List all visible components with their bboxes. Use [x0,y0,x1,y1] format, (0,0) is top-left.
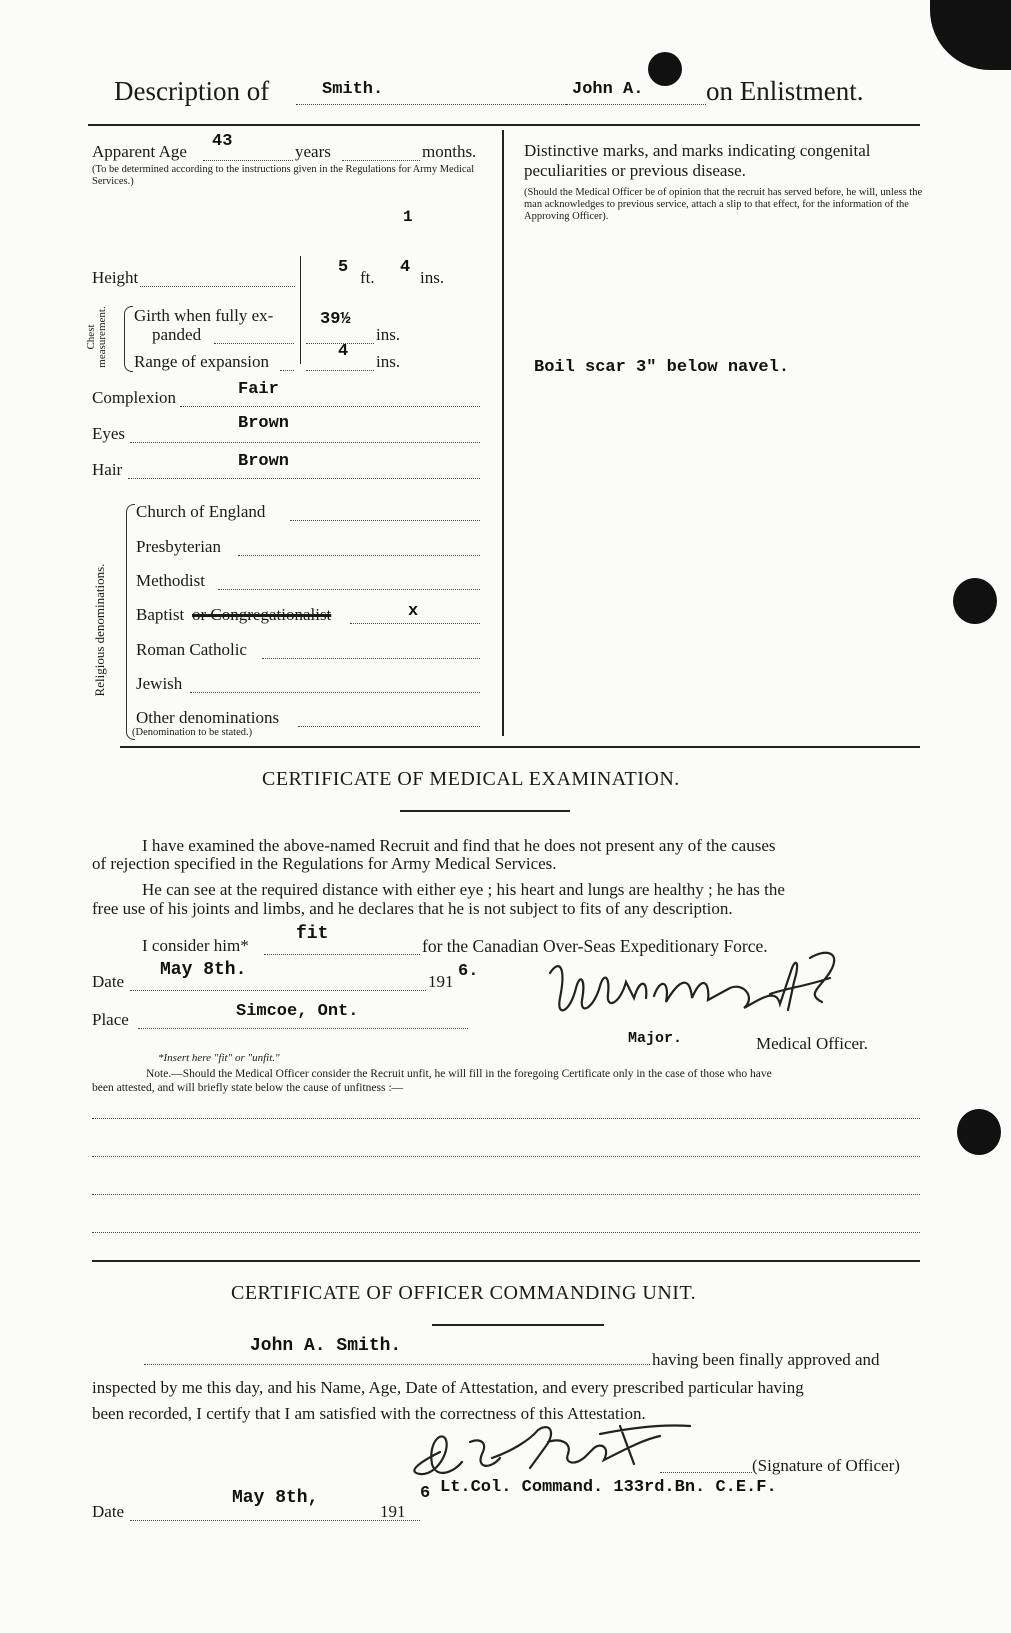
months-label: months. [422,142,477,161]
height-ft-value: 5 [338,258,349,277]
marks-value: Boil scar 3" below navel. [534,358,790,377]
punch-hole-lower [957,1109,1001,1155]
religion-congregationalist-struck: or Congregationalist [192,605,332,624]
unfit-note-line2: been attested, and will briefly state below the cause of unfitness :— [92,1082,404,1094]
header-prefix: Description of [114,76,270,106]
header-suffix: on Enlistment. [706,76,864,106]
medical-section-rule [92,1260,920,1262]
religion-other-note: (Denomination to be stated.) [132,727,253,738]
girth-label-2: panded [152,325,202,344]
marks-heading: Distinctive marks, and marks indicating congenital peculiarities or previous disease. [524,141,871,180]
religion-presbyterian: Presbyterian [136,537,221,556]
medical-year-value: 6. [458,962,479,981]
girth-unit: ins. [376,325,401,344]
religious-denominations-label: Religious denominations. [92,563,107,697]
header-surname-line [296,104,566,105]
medical-para2-line1: He can see at the required distance with either eye ; his heart and lungs are healthy ; he has the [142,880,785,899]
height-in-value: 4 [400,258,411,277]
signature-of-officer-label: (Signature of Officer) [752,1456,900,1475]
force-label: for the Canadian Over-Seas Expeditionary Force. [422,936,768,956]
medical-date-label: Date [92,972,125,991]
ins-label: ins. [420,268,445,287]
hair-value: Brown [238,452,290,471]
ft-label: ft. [360,268,375,287]
age-value: 43 [212,132,233,151]
medical-para1-line1: I have examined the above-named Recruit and find that he does not present any of the causes [142,836,776,855]
marks-note: (Should the Medical Officer be of opinion that the recruit has served before, he will, unless the man acknowledges to previous service, attach a slip to that effect, for the information of the Approving Officer). [524,187,923,222]
punch-hole-middle [953,578,997,624]
medical-officer-signature [530,938,870,1038]
years-label: years [295,142,331,161]
range-label: Range of expansion [134,352,270,371]
religion-baptist-mark: x [408,602,419,621]
column-divider [502,130,504,736]
medical-date-value: May 8th. [160,960,247,980]
eyes-label: Eyes [92,424,126,443]
unfit-line-1 [92,1118,920,1119]
header-given-line [566,104,706,105]
religion-baptist: Baptist [136,605,185,624]
unfit-line-2 [92,1156,920,1157]
unfit-note-line1: Note.—Should the Medical Officer consider the Recruit unfit, he will fill in the foregoing Certificate only in the case of those who have [146,1068,772,1080]
medical-para1-line2: of rejection specified in the Regulations for Army Medical Services. [92,854,557,873]
range-value: 4 [338,342,349,361]
fit-value: fit [296,924,329,944]
medical-para2-line2: free use of his joints and limbs, and he declares that he is not subject to fits of any description. [92,899,733,918]
commanding-date-label: Date [92,1502,125,1521]
religion-methodist: Methodist [136,571,205,590]
commanding-title: CERTIFICATE OF OFFICER COMMANDING UNIT. [231,1282,697,1304]
chest-measurement-label: Chest measurement. [85,306,108,368]
commanding-year-value: 6 [420,1484,431,1503]
punch-hole-top [648,52,682,86]
complexion-label: Complexion [92,388,177,407]
header-rule [88,124,920,126]
hair-label: Hair [92,460,123,479]
commanding-officer-title: Lt.Col. Command. 133rd.Bn. C.E.F. [440,1478,777,1497]
age-mark: 1 [403,208,413,226]
medical-place-value: Simcoe, Ont. [236,1002,359,1021]
girth-label-1: Girth when fully ex- [134,306,274,325]
medical-officer-rank: Major. [628,1030,683,1047]
medical-title: CERTIFICATE OF MEDICAL EXAMINATION. [262,768,680,790]
commanding-line2: inspected by me this day, and his Name, Age, Date of Attestation, and every prescribed particular having [92,1378,804,1397]
religion-other: Other denominations [136,708,280,727]
religion-jewish: Jewish [136,674,183,693]
girth-value: 39½ [320,310,351,329]
medical-officer-label: Medical Officer. [756,1034,869,1053]
commanding-line1-end: having been finally approved and [652,1350,880,1369]
top-section-rule [120,746,920,748]
unfit-line-4 [92,1232,920,1233]
unfit-line-3 [92,1194,920,1195]
range-unit: ins. [376,352,401,371]
commanding-year-prefix: 191 [380,1502,406,1521]
religion-roman-catholic: Roman Catholic [136,640,247,659]
commanding-line3: been recorded, I certify that I am satisfied with the correctness of this Attestation. [92,1404,646,1423]
punch-hole-corner [930,0,1011,70]
consider-label: I consider him* [142,936,249,955]
age-label: Apparent Age [92,142,187,161]
commanding-date-value: May 8th, [232,1488,319,1508]
complexion-value: Fair [238,380,279,399]
height-label: Height [92,268,139,287]
header-surname: Smith. [322,80,384,99]
age-note: (To be determined according to the instructions given in the Regulations for Army Medical Services.) [92,164,475,187]
insert-note: *Insert here "fit" or "unfit." [158,1052,280,1064]
medical-place-label: Place [92,1010,129,1029]
religion-church-of-england: Church of England [136,502,266,521]
medical-year-prefix: 191 [428,972,454,991]
eyes-value: Brown [238,414,290,433]
commanding-name-value: John A. Smith. [250,1336,402,1356]
header-given-names: John A. [572,80,644,99]
